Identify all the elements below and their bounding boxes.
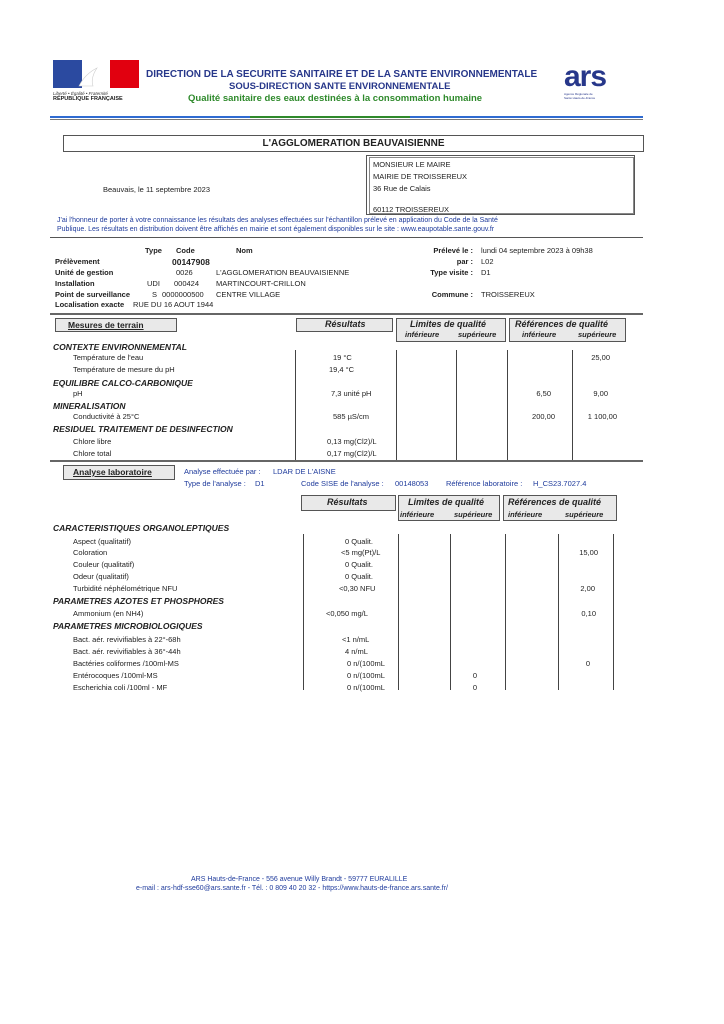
terrain-vline-3 bbox=[456, 350, 457, 460]
terrain-row-label: pH bbox=[73, 389, 83, 398]
terrain-col-limites: Limites de qualité bbox=[410, 319, 487, 329]
install-label: Installation bbox=[55, 279, 95, 288]
footer-line-2: e-mail : ars-hdf-sse60@ars.sante.fr - Tél. : 0 809 40 20 32 - https://www.hauts-de-france.ars.sante.fr/ bbox=[136, 885, 449, 892]
labo-section-title: CARACTERISTIQUES ORGANOLEPTIQUES bbox=[53, 523, 230, 533]
terrain-row-value: 19 °C bbox=[333, 353, 352, 362]
col-code-header: Code bbox=[176, 246, 195, 255]
terrain-col-lim-sup: supérieure bbox=[458, 330, 497, 339]
labo-col-resultats: Résultats bbox=[327, 497, 368, 507]
unite-code: 0026 bbox=[176, 268, 193, 277]
labo-col-ref-sup: supérieure bbox=[565, 510, 604, 519]
labo-vline-3 bbox=[450, 534, 451, 690]
footer-line-1: ARS Hauts-de-France - 556 avenue Willy Brandt - 59777 EURALILLE bbox=[191, 876, 408, 883]
labo-row-value: <0,30 NFU bbox=[339, 584, 376, 593]
labo-col-references: Références de qualité bbox=[508, 497, 602, 507]
visite-label: Type visite : bbox=[430, 268, 473, 277]
labo-type-label: Type de l'analyse : bbox=[184, 479, 246, 488]
install-code: 000424 bbox=[174, 279, 200, 288]
labo-row-label: Coloration bbox=[73, 548, 108, 557]
terrain-row-value: 585 µS/cm bbox=[333, 412, 370, 421]
terrain-row-value: 7,3 unité pH bbox=[331, 389, 372, 398]
terrain-col-resultats: Résultats bbox=[325, 319, 366, 329]
intro-line-2: Publique. Les résultats en distribution doivent être affichés en mairie et sont également disponibles sur le site : www.eaupotable.sante.gouv.fr bbox=[57, 226, 495, 233]
install-nom: MARTINCOURT-CRILLON bbox=[216, 279, 306, 288]
terrain-title: Mesures de terrain bbox=[68, 320, 144, 330]
labo-vline-4 bbox=[505, 534, 506, 690]
labo-row-value: 0 n/(100mL bbox=[347, 659, 385, 668]
labo-row-value: <5 mg(Pt)/L bbox=[341, 548, 381, 557]
terrain-vline-5 bbox=[572, 350, 573, 460]
header-divider bbox=[50, 116, 643, 121]
banner-title: L'AGGLOMERATION BEAUVAISIENNE bbox=[262, 138, 445, 149]
terrain-row-ref-sup: 25,00 bbox=[591, 353, 610, 362]
labo-vline-6 bbox=[613, 534, 614, 690]
labo-row-label: Ammonium (en NH4) bbox=[73, 609, 144, 618]
install-type: UDI bbox=[147, 279, 160, 288]
labo-effectuee-value: LDAR DE L'AISNE bbox=[273, 467, 336, 476]
labo-row-lim-sup: 0 bbox=[472, 683, 477, 692]
terrain-row-label: Température de mesure du pH bbox=[73, 365, 175, 374]
sample-divider bbox=[50, 237, 643, 238]
prelevement-code: 00147908 bbox=[172, 257, 210, 267]
labo-row-label: Bactéries coliformes /100ml-MS bbox=[73, 659, 179, 668]
labo-effectuee-label: Analyse effectuée par : bbox=[184, 467, 261, 476]
col-type-header: Type bbox=[145, 246, 162, 255]
terrain-section-title: MINERALISATION bbox=[53, 401, 126, 411]
terrain-row-ref-sup: 9,00 bbox=[593, 389, 608, 398]
terrain-row-label: Chlore libre bbox=[73, 437, 112, 446]
date-line: Beauvais, le 11 septembre 2023 bbox=[103, 185, 211, 194]
labo-row-label: Entérocoques /100ml-MS bbox=[73, 671, 158, 680]
point-label: Point de surveillance bbox=[55, 290, 131, 299]
labo-row-value: 0 Qualit. bbox=[345, 560, 373, 569]
ars-logo-subtitle: Agence Régionale de Santé Hauts-de-France bbox=[564, 92, 596, 100]
terrain-row-ref-inf: 200,00 bbox=[532, 412, 555, 421]
preleve-label: Prélevé le : bbox=[433, 246, 473, 255]
commune-label: Commune : bbox=[431, 290, 473, 299]
terrain-col-lim-inf: inférieure bbox=[405, 330, 440, 339]
terrain-row-value: 19,4 °C bbox=[329, 365, 355, 374]
terrain-row-label: Chlore total bbox=[73, 449, 112, 458]
terrain-col-ref-sup: supérieure bbox=[578, 330, 617, 339]
visite-value: D1 bbox=[481, 268, 491, 277]
terrain-row-label: Conductivité à 25°C bbox=[73, 412, 140, 421]
terrain-vline-1 bbox=[295, 350, 296, 460]
par-label: par : bbox=[456, 257, 473, 266]
ars-logo bbox=[564, 62, 634, 102]
terrain-section-title: RESIDUEL TRAITEMENT DE DESINFECTION bbox=[53, 424, 233, 434]
labo-vline-2 bbox=[398, 534, 399, 690]
labo-row-label: Couleur (qualitatif) bbox=[73, 560, 135, 569]
recipient-line-5: 60112 TROISSEREUX bbox=[373, 205, 450, 214]
labo-type-value: D1 bbox=[255, 479, 265, 488]
labo-row-value: 4 n/mL bbox=[345, 647, 368, 656]
labo-col-lim-sup: supérieure bbox=[454, 510, 493, 519]
labo-ref-label: Référence laboratoire : bbox=[446, 479, 523, 488]
marianne-icon bbox=[53, 60, 139, 88]
republique-label: RÉPUBLIQUE FRANÇAISE bbox=[53, 96, 123, 102]
recipient-line-2: MAIRIE DE TROISSEREUX bbox=[373, 172, 468, 181]
labo-row-lim-sup: 0 bbox=[472, 671, 477, 680]
labo-ref-value: H_CS23.7027.4 bbox=[533, 479, 587, 488]
labo-row-label: Aspect (qualitatif) bbox=[73, 537, 131, 546]
labo-row-label: Bact. aér. revivifiables à 36°-44h bbox=[73, 647, 181, 656]
col-nom-header: Nom bbox=[236, 246, 253, 255]
labo-row-value: 0 Qualit. bbox=[345, 537, 373, 546]
terrain-vline-4 bbox=[507, 350, 508, 460]
header-title-3: Qualité sanitaire des eaux destinées à la consommation humaine bbox=[188, 93, 483, 104]
commune-value: TROISSEREUX bbox=[481, 290, 535, 299]
labo-row-value: <0,050 mg/L bbox=[326, 609, 368, 618]
terrain-section-title: EQUILIBRE CALCO-CARBONIQUE bbox=[53, 378, 193, 388]
header-title-2: SOUS-DIRECTION SANTE ENVIRONNEMENTALE bbox=[229, 81, 451, 92]
labo-sise-label: Code SISE de l'analyse : bbox=[301, 479, 384, 488]
header-title-1: DIRECTION DE LA SECURITE SANITAIRE ET DE LA SANTE ENVIRONNEMENTALE bbox=[146, 69, 538, 80]
labo-vline-1 bbox=[303, 534, 304, 690]
labo-row-ref-sup: 2,00 bbox=[580, 584, 595, 593]
point-nom: CENTRE VILLAGE bbox=[216, 290, 281, 299]
ars-logo-text: ars bbox=[564, 60, 607, 93]
labo-row-value: <1 n/mL bbox=[342, 635, 370, 644]
labo-col-limites: Limites de qualité bbox=[408, 497, 485, 507]
terrain-row-label: Température de l'eau bbox=[73, 353, 144, 362]
labo-row-ref-sup: 0 bbox=[585, 659, 590, 668]
point-type: S bbox=[152, 290, 158, 299]
labo-row-label: Turbidité néphélométrique NFU bbox=[73, 584, 178, 593]
unite-nom: L'AGGLOMERATION BEAUVAISIENNE bbox=[216, 268, 350, 277]
recipient-line-3: 36 Rue de Calais bbox=[373, 184, 431, 193]
labo-section-title: PARAMETRES AZOTES ET PHOSPHORES bbox=[53, 596, 224, 606]
labo-section-title: PARAMETRES MICROBIOLOGIQUES bbox=[53, 621, 203, 631]
intro-line-1: J'ai l'honneur de porter à votre connaissance les résultats des analyses effectuées sur l'échantillon prélevé en application du Code de la Santé bbox=[57, 217, 498, 224]
labo-col-lim-inf: inférieure bbox=[400, 510, 435, 519]
point-code: 0000000500 bbox=[162, 290, 204, 299]
labo-title: Analyse laboratoire bbox=[73, 467, 152, 477]
terrain-col-ref-inf: inférieure bbox=[522, 330, 557, 339]
loc-value: RUE DU 16 AOUT 1944 bbox=[133, 300, 214, 309]
labo-row-value: 0 n/(100mL bbox=[347, 671, 385, 680]
marianne-motto: Liberté • Égalité • Fraternité bbox=[53, 91, 108, 96]
labo-divider bbox=[50, 460, 643, 462]
terrain-row-value: 0,13 mg(Cl2)/L bbox=[327, 437, 377, 446]
terrain-vline-2 bbox=[396, 350, 397, 460]
terrain-row-value: 0,17 mg(Cl2)/L bbox=[327, 449, 377, 458]
recipient-line-1: MONSIEUR LE MAIRE bbox=[373, 160, 451, 169]
labo-row-value: 0 n/(100mL bbox=[347, 683, 385, 692]
labo-sise-value: 00148053 bbox=[395, 479, 429, 488]
prelevement-label: Prélèvement bbox=[55, 257, 100, 266]
labo-row-ref-sup: 0,10 bbox=[581, 609, 596, 618]
terrain-row-ref-sup: 1 100,00 bbox=[587, 412, 617, 421]
terrain-section-title: CONTEXTE ENVIRONNEMENTAL bbox=[53, 342, 187, 352]
labo-row-label: Escherichia coli /100ml - MF bbox=[73, 683, 168, 692]
par-value: L02 bbox=[481, 257, 494, 266]
preleve-value: lundi 04 septembre 2023 à 09h38 bbox=[481, 246, 593, 255]
labo-col-ref-inf: inférieure bbox=[508, 510, 543, 519]
marianne-logo bbox=[53, 60, 139, 108]
labo-vline-5 bbox=[558, 534, 559, 690]
labo-row-label: Bact. aér. revivifiables à 22°-68h bbox=[73, 635, 181, 644]
loc-label: Localisation exacte bbox=[55, 300, 125, 309]
unite-label: Unité de gestion bbox=[55, 268, 114, 277]
terrain-col-references: Références de qualité bbox=[515, 319, 609, 329]
terrain-divider bbox=[50, 313, 643, 315]
labo-row-value: 0 Qualit. bbox=[345, 572, 373, 581]
labo-row-ref-sup: 15,00 bbox=[579, 548, 598, 557]
labo-row-label: Odeur (qualitatif) bbox=[73, 572, 129, 581]
terrain-row-ref-inf: 6,50 bbox=[536, 389, 551, 398]
